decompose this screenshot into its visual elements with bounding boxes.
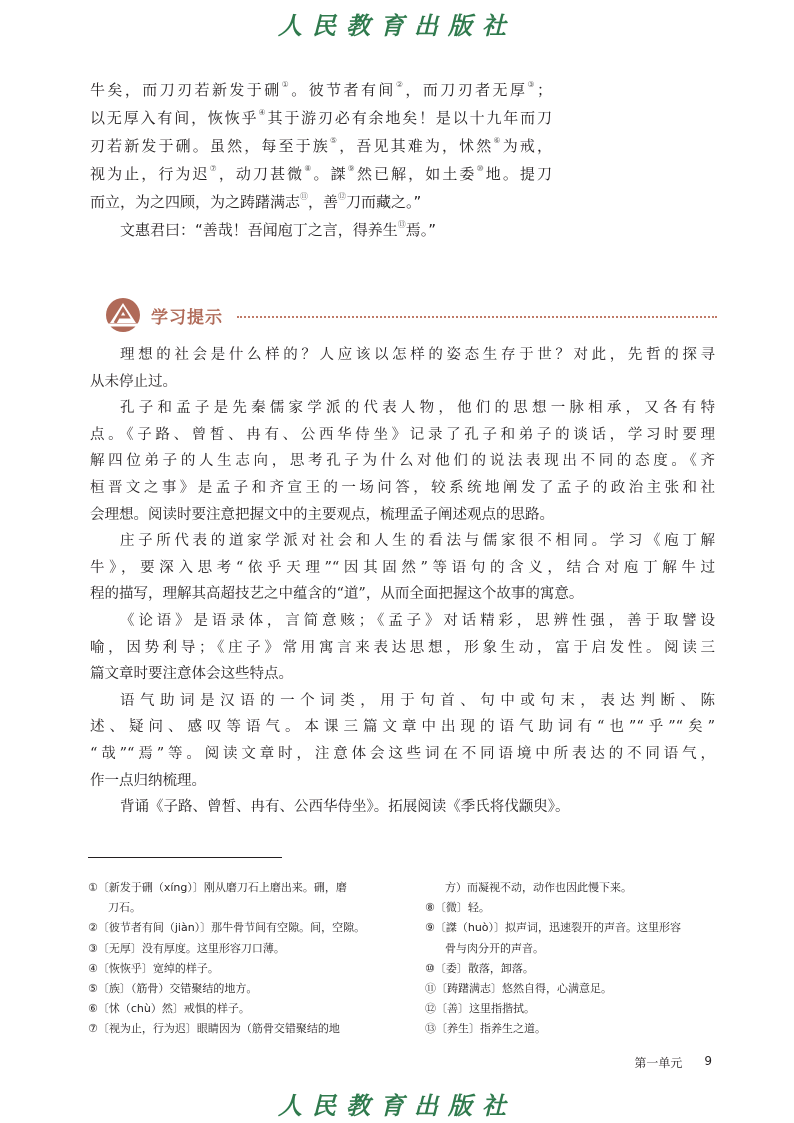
section-heading bbox=[105, 297, 717, 333]
footnote-marker[interactable]: ⑤ bbox=[329, 136, 340, 145]
section-title: 学习提示 bbox=[151, 307, 223, 328]
footnote-marker[interactable]: ⑪ bbox=[300, 192, 309, 201]
text-line: 作一点归纳梳理。 bbox=[90, 772, 206, 789]
text-line: 从未停止过。 bbox=[90, 373, 177, 390]
text-line: 孔子和孟子是先秦儒家学派的代表人物，他们的思想一脉相承，又各有特 bbox=[120, 400, 715, 417]
text-line: 解四位弟子的人生志向，思考孔子为什么对他们的说法表现出不同的态度。《齐 bbox=[90, 453, 715, 470]
footnote-marker[interactable]: ③ bbox=[527, 80, 537, 89]
text-line: 刃若新发于硎。虽然，每至于族⑤，吾见其难为，怵然⑥为戒， bbox=[90, 136, 552, 155]
footnote-line: 骨与肉分开的声音。 bbox=[445, 941, 544, 955]
text-line: 程的描写，理解其高超技艺之中蕴含的“道”，从而全面把握这个故事的寓意。 bbox=[90, 586, 584, 603]
footnote-marker[interactable]: ② bbox=[395, 80, 406, 89]
footnote-marker[interactable]: ⑥ bbox=[493, 136, 503, 145]
footnote-marker[interactable]: ⑧ bbox=[304, 164, 314, 173]
footnote-line: ⑬〔养生〕指养生之道。 bbox=[425, 1022, 546, 1036]
publisher-logo-bottom: 人民教育出版社 bbox=[278, 1091, 516, 1120]
footnote-marker[interactable]: ① bbox=[281, 80, 292, 89]
footnotes-left-column bbox=[88, 878, 393, 1040]
text-line: 而立，为之四顾，为之踌躇满志⑪，善⑫刀而藏之。” bbox=[90, 192, 422, 211]
footnote-marker[interactable]: ⑫ bbox=[338, 192, 347, 201]
dotted-divider bbox=[237, 316, 717, 318]
text-line: 点。《子路、曾皙、冉有、公西华侍坐》记录了孔子和弟子的谈话，学习时要理 bbox=[90, 426, 715, 443]
footnote-marker[interactable]: ⑩ bbox=[476, 164, 486, 173]
text-line: 喻，因势利导；《庄子》常用寓言来表达思想，形象生动，富于启发性。阅读三 bbox=[90, 639, 715, 656]
text-line: 理想的社会是什么样的？人应该以怎样的姿态生存于世？对此，先哲的探寻 bbox=[120, 347, 715, 363]
text-line: 语气助词是汉语的一个词类，用于句首、句中或句末，表达判断、陈 bbox=[120, 692, 715, 709]
footnote-line: ④〔恢恢乎〕宽绰的样子。 bbox=[88, 961, 219, 975]
footnote-line: ①〔新发于硎（xíng）〕刚从磨刀石上磨出来。硎，磨 bbox=[88, 881, 347, 894]
footnote-line: ③〔无厚〕没有厚度。这里形容刀口薄。 bbox=[88, 941, 285, 955]
footnotes-right-column bbox=[425, 878, 717, 1040]
text-line: 桓晋文之事》是孟子和齐宣王的一场问答，较系统地阐发了孟子的政治主张和社 bbox=[90, 479, 715, 496]
text-line: 篇文章时要注意体会这些特点。 bbox=[90, 666, 293, 683]
text-line: 会理想。阅读时要注意把握文中的主要观点，梳理孟子阐述观点的思路。 bbox=[90, 506, 554, 523]
study-tips-icon bbox=[105, 297, 141, 333]
footnote-marker[interactable]: ⑬ bbox=[397, 220, 406, 229]
footnote-line: ⑫〔善〕这里指揩拭。 bbox=[425, 1002, 535, 1016]
page-footer bbox=[634, 1054, 712, 1071]
text-line: “哉”“焉”等。阅读文章时，注意体会这些词在不同语境中所表达的不同语气， bbox=[90, 745, 715, 762]
footnote-rule bbox=[88, 857, 282, 858]
footnote-marker[interactable]: ④ bbox=[258, 108, 268, 117]
text-line: 文惠君曰：“善哉！吾闻庖丁之言，得养生⑬焉。” bbox=[120, 220, 437, 239]
text-line: 《论语》是语录体，言简意赅；《孟子》对话精彩，思辨性强，善于取譬设 bbox=[120, 612, 715, 629]
footnote-line: ②〔彼节者有间（jiàn）〕那牛骨节间有空隙。间，空隙。 bbox=[88, 921, 366, 935]
text-line: 牛》，要深入思考“依乎天理”“因其固然”等语句的含义，结合对庖丁解牛过 bbox=[90, 559, 715, 576]
text-line: 以无厚入有间，恢恢乎④其于游刃必有余地矣！是以十九年而刀 bbox=[90, 108, 552, 127]
text-line: 述、疑问、感叹等语气。本课三篇文章中出现的语气助词有“也”“乎”“矣” bbox=[90, 719, 715, 736]
footnote-line: ⑨〔謋（huò）〕拟声词，迅速裂开的声音。这里形容 bbox=[425, 921, 682, 935]
text-line: 背诵《子路、曾皙、冉有、公西华侍坐》。拓展阅读《季氏将伐颛臾》。 bbox=[120, 799, 570, 816]
publisher-logo-top: 人民教育出版社 bbox=[278, 11, 516, 40]
footnote-line: ⑥〔怵（chù）然〕戒惧的样子。 bbox=[88, 1002, 250, 1016]
footnote-line: ⑩〔委〕散落，卸落。 bbox=[425, 961, 534, 975]
page-number: 9 bbox=[704, 1054, 712, 1068]
footnote-line: 刀石。 bbox=[108, 901, 141, 915]
footnote-line: 方）而凝视不动，动作也因此慢下来。 bbox=[445, 881, 632, 894]
footnote-line: ⑪〔踌躇满志〕悠然自得，心满意足。 bbox=[425, 981, 612, 995]
footnote-marker[interactable]: ⑦ bbox=[209, 164, 219, 173]
text-line: 庄子所代表的道家学派对社会和人生的看法与儒家很不相同。学习《庖丁解 bbox=[120, 533, 715, 550]
study-tips-body bbox=[90, 342, 715, 821]
footnote-marker[interactable]: ⑨ bbox=[347, 164, 357, 173]
text-line: 牛矣，而刀刃若新发于硎①。彼节者有间②，而刀刃者无厚③； bbox=[90, 80, 553, 99]
footnote-line: ⑦〔视为止，行为迟〕眼睛因为（筋骨交错聚结的地 bbox=[88, 1022, 340, 1036]
footnote-line: ⑤〔族〕（筋骨）交错聚结的地方。 bbox=[88, 981, 258, 995]
unit-label: 第一单元 bbox=[634, 1056, 683, 1070]
text-line: 视为止，行为迟⑦，动刀甚微⑧。謋⑨然已解，如土委⑩地。提刀 bbox=[90, 164, 553, 183]
footnote-line: ⑧〔微〕轻。 bbox=[425, 901, 490, 915]
classic-text bbox=[90, 76, 552, 244]
